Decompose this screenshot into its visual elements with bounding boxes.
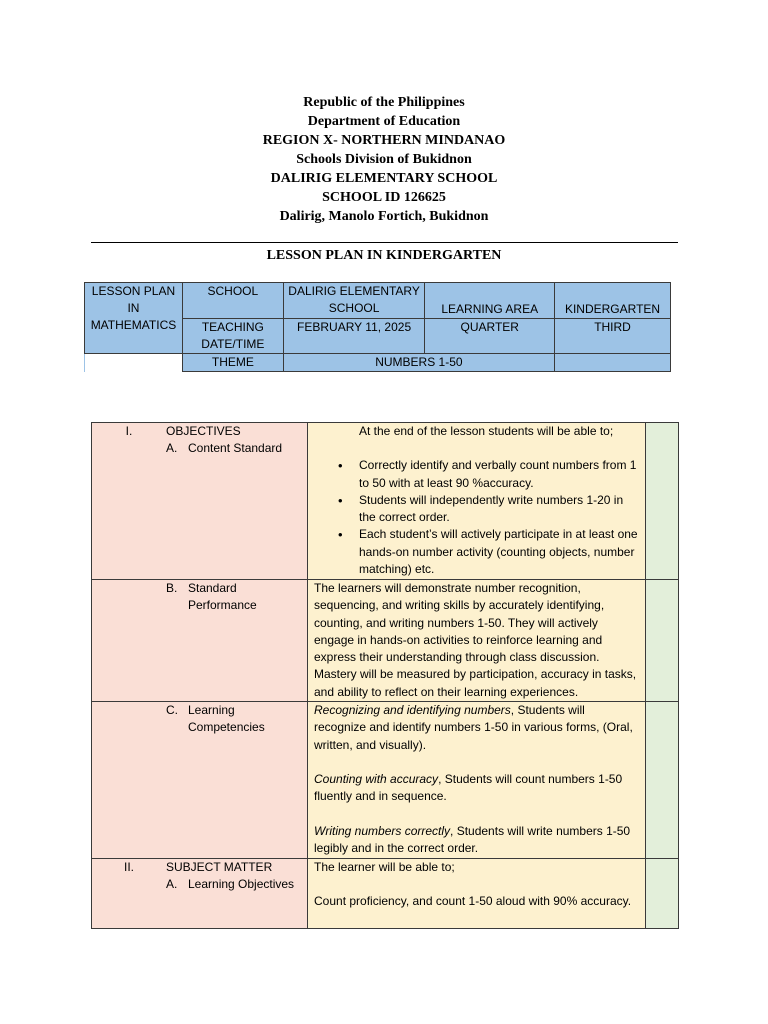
competency-2-text: , Students will count numbers 1-50 fluently and in sequence. xyxy=(314,771,623,804)
table-row xyxy=(92,859,679,929)
competency-1 xyxy=(314,702,639,754)
subject-matter-heading: SUBJECT MATTER xyxy=(166,860,273,875)
header-school-name: DALIRIG ELEMENTARY SCHOOL xyxy=(270,171,498,186)
quarter-value: THIRD xyxy=(555,319,671,354)
list-item: • Students will independently write numbers 1-20 in the correct order. xyxy=(359,492,639,527)
list-item: • Correctly identify and verbally count numbers from 1 to 50 with at least 90 %accuracy. xyxy=(359,457,639,492)
header-divider xyxy=(91,242,678,243)
green-cell xyxy=(646,859,679,929)
objectives-bullet-list xyxy=(314,457,639,578)
theme-empty-cell xyxy=(555,354,671,372)
theme-label: THEME xyxy=(182,354,283,372)
header-department: Department of Education xyxy=(307,114,461,129)
document-header xyxy=(0,93,768,226)
green-cell xyxy=(646,580,679,702)
subject-matter-text: Count proficiency, and count 1-50 aloud with 90% accuracy. xyxy=(314,894,632,909)
list-item: • Each student’s will actively participate in at least one hands-on number activity (counting objects, number matching) etc. xyxy=(359,526,639,578)
competency-1-text: , Students will recognize and identify numbers 1-50 in various forms, (Oral, written, and visually). xyxy=(314,703,633,752)
objectives-heading: OBJECTIVES xyxy=(166,424,241,438)
teaching-date-value: FEBRUARY 11, 2025 xyxy=(283,319,425,354)
school-value: DALIRIG ELEMENTARY SCHOOL xyxy=(283,283,425,319)
competency-2-title: Counting with accuracy xyxy=(314,771,439,786)
table-row xyxy=(92,580,679,702)
subject-matter-intro: The learner will be able to; xyxy=(314,860,455,875)
header-school-id: SCHOOL ID 126625 xyxy=(322,190,446,205)
learning-competencies-label: Learning Competencies xyxy=(188,703,265,735)
header-address: Dalirig, Manolo Fortich, Bukidnon xyxy=(279,209,489,224)
green-cell xyxy=(646,702,679,859)
letter-c: C. xyxy=(166,703,178,718)
header-region: REGION X- NORTHERN MINDANAO xyxy=(262,133,506,148)
teaching-date-label: TEACHING DATE/TIME xyxy=(182,319,283,354)
learning-objectives-label: Learning Objectives xyxy=(188,877,295,892)
theme-value: NUMBERS 1-50 xyxy=(283,354,554,372)
blank-cell xyxy=(85,354,183,372)
learning-area-label: LEARNING AREA xyxy=(425,283,555,319)
green-cell xyxy=(646,423,679,580)
document-title: LESSON PLAN IN KINDERGARTEN xyxy=(266,248,502,263)
school-label: SCHOOL xyxy=(182,283,283,319)
competency-3 xyxy=(314,823,639,858)
quarter-label: QUARTER xyxy=(425,319,555,354)
letter-b: B. xyxy=(166,581,178,595)
competency-2 xyxy=(314,771,639,806)
lesson-plan-cell: LESSON PLAN IN MATHEMATICS xyxy=(85,283,183,354)
competency-3-title: Writing numbers correctly xyxy=(314,823,451,838)
letter-a: A. xyxy=(166,441,178,456)
competency-1-title: Recognizing and identifying numbers xyxy=(314,703,511,718)
performance-text: The learners will demonstrate number recognition, sequencing, and writing skills by accurately identifying, counting, and writing numbers 1-50. They will actively engage in hands-on activities to reinforce learning and express their understanding through class discussion. Mastery will be measured by participation, accuracy in tasks, and ability to reflect on their learning experiences. xyxy=(308,580,646,702)
header-republic: Republic of the Philippines xyxy=(303,95,465,110)
standard-performance-label: Standard Performance xyxy=(188,581,257,613)
content-standard-label: Content Standard xyxy=(188,441,283,456)
objectives-intro: At the end of the lesson students will be able to; xyxy=(359,424,614,438)
table-row xyxy=(92,702,679,859)
table-row xyxy=(92,423,679,580)
roman-numeral-1: I. xyxy=(125,424,133,438)
header-division: Schools Division of Bukidnon xyxy=(296,152,472,167)
learning-area-value: KINDERGARTEN xyxy=(555,283,671,319)
competency-3-text: , Students will write numbers 1-50 legibly and in the correct order. xyxy=(314,823,631,855)
letter-a-2: A. xyxy=(166,877,178,892)
roman-numeral-2: II. xyxy=(123,860,134,875)
lesson-info-table xyxy=(84,282,671,372)
objectives-table xyxy=(91,422,679,929)
